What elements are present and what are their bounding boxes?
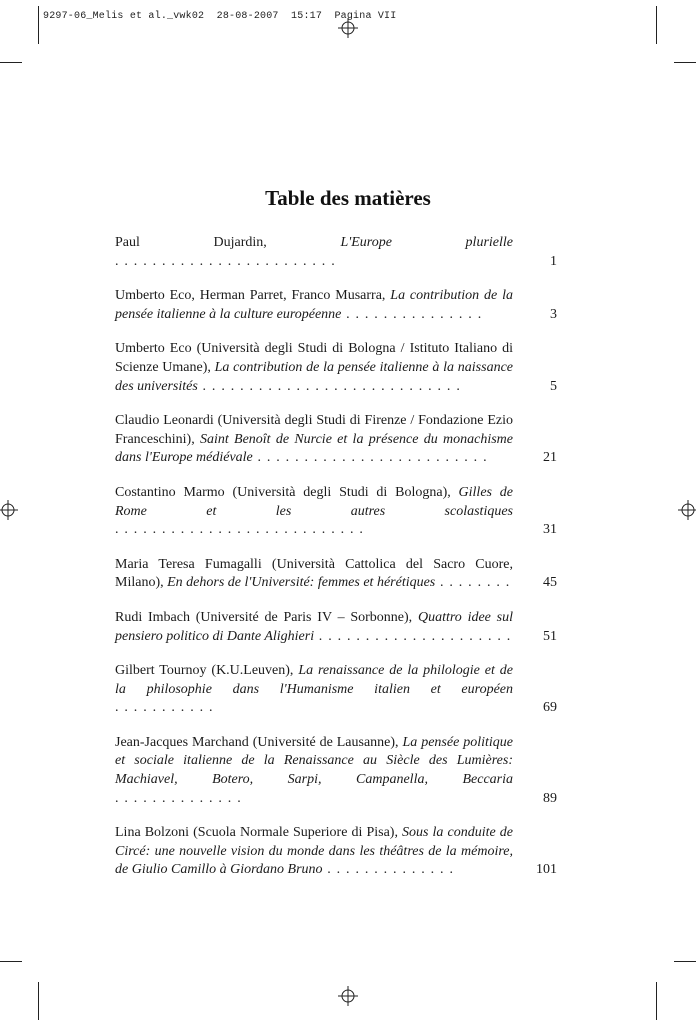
toc-title: L'Europe plurielle bbox=[340, 235, 513, 250]
toc-leader-dots: . . . . . . . . . . . . . . bbox=[322, 862, 455, 878]
toc-author: Claudio Leonardi (Università degli Studi di Firenze / Fondazione Ezio Franceschini), bbox=[115, 413, 513, 447]
toc-leader-dots: . . . . . . . . . . . . . . . . . . . . . . . . bbox=[115, 253, 336, 269]
toc-leader-dots: . . . . . . . . . . . . . . . . . . . . . . . . . . . bbox=[115, 522, 365, 538]
toc-title: La contribution de la pensée italienne à la naissance des universités bbox=[115, 359, 513, 394]
toc-leader-dots: . . . . . . . . . . . bbox=[115, 700, 214, 716]
printer-slug: 9297-06_Melis et al._vwk02 28-08-2007 15:17 Pagina VII bbox=[43, 11, 397, 22]
toc-author: Paul Dujardin, bbox=[115, 235, 341, 250]
table-of-contents bbox=[115, 234, 557, 896]
toc-page-number: 21 bbox=[543, 450, 557, 466]
crop-mark bbox=[656, 982, 657, 1020]
registration-mark-icon bbox=[338, 18, 358, 38]
toc-page-number: 31 bbox=[543, 522, 557, 538]
toc-entry bbox=[115, 484, 557, 540]
toc-author: Umberto Eco, Herman Parret, Franco Musarra, bbox=[115, 288, 391, 304]
crop-mark bbox=[38, 982, 39, 1020]
toc-entry bbox=[115, 412, 557, 468]
toc-page-number: 5 bbox=[550, 378, 557, 394]
toc-title: Saint Benoît de Nurcie et la présence du monachisme dans l'Europe médiévale bbox=[115, 431, 513, 466]
toc-author: Lina Bolzoni (Scuola Normale Superiore di Pisa), bbox=[115, 825, 403, 841]
toc-author: Gilbert Tournoy (K.U.Leuven), bbox=[115, 663, 299, 679]
toc-leader-dots: . . . . . . . . . . . . . . . . . . . . . . . . . . . . bbox=[197, 378, 462, 394]
toc-entry bbox=[115, 734, 557, 808]
toc-page-number: 3 bbox=[550, 306, 557, 322]
toc-author: Maria Teresa Fumagalli (Università Cattolica del Sacro Cuore, Milano), bbox=[115, 556, 513, 591]
crop-mark bbox=[38, 6, 39, 44]
toc-leader-dots: . . . . . . . . . . . . . . bbox=[115, 790, 242, 806]
toc-entry bbox=[115, 287, 557, 324]
toc-entry bbox=[115, 824, 557, 880]
registration-mark-icon bbox=[678, 500, 696, 520]
crop-mark bbox=[674, 961, 696, 962]
toc-page-number: 101 bbox=[536, 862, 557, 878]
crop-mark bbox=[674, 62, 696, 63]
toc-author: Rudi Imbach (Université de Paris IV – Sorbonne), bbox=[115, 609, 418, 625]
toc-page-number: 51 bbox=[543, 628, 557, 644]
toc-title: La pensée politique et sociale italienne de la Renaissance au Siècle des Lumières: Machiavel, Botero, Sarpi, Campanella, Beccaria bbox=[115, 734, 513, 788]
toc-entry bbox=[115, 340, 557, 396]
toc-entry bbox=[115, 662, 557, 718]
crop-mark bbox=[0, 62, 22, 63]
toc-title: La contribution de la pensée italienne à la culture européenne bbox=[115, 288, 513, 322]
toc-leader-dots: . . . . . . . . . . . . . . . . . . . . . bbox=[314, 628, 512, 644]
registration-mark-icon bbox=[338, 986, 358, 1006]
crop-mark bbox=[0, 961, 22, 962]
toc-author: Costantino Marmo (Università degli Studi di Bologna), bbox=[115, 484, 459, 500]
toc-page-number: 1 bbox=[550, 253, 557, 269]
toc-leader-dots: . . . . . . . . bbox=[435, 575, 511, 591]
toc-page-number: 69 bbox=[543, 700, 557, 716]
toc-entry bbox=[115, 556, 557, 593]
toc-leader-dots: . . . . . . . . . . . . . . . . . . . . . . . . . bbox=[252, 450, 488, 466]
toc-title: Gilles de Rome et les autres scolastiques bbox=[115, 484, 514, 519]
toc-entry bbox=[115, 609, 557, 646]
toc-title: Sous la conduite de Circé: une nouvelle vision du monde dans les théâtres de la mémoire, de Giulio Camillo à Giordano Bruno bbox=[115, 825, 513, 878]
toc-author: Umberto Eco (Università degli Studi di Bologna / Istituto Italiano di Scienze Umane), bbox=[115, 341, 513, 375]
registration-mark-icon bbox=[0, 500, 18, 520]
toc-page-number: 89 bbox=[543, 790, 557, 806]
toc-entry bbox=[115, 234, 557, 271]
page-title: Table des matières bbox=[265, 186, 431, 211]
toc-leader-dots: . . . . . . . . . . . . . . . bbox=[341, 306, 483, 322]
toc-title: En dehors de l'Université: femmes et hérétiques bbox=[167, 575, 436, 591]
toc-title: Quattro idee sul pensiero politico di Dante Alighieri bbox=[115, 609, 513, 644]
toc-page-number: 45 bbox=[543, 575, 557, 591]
crop-mark bbox=[656, 6, 657, 44]
toc-title: La renaissance de la philologie et de la philosophie dans l'Humanisme italien et européen bbox=[115, 663, 513, 697]
toc-author: Jean-Jacques Marchand (Université de Lausanne), bbox=[115, 734, 403, 750]
